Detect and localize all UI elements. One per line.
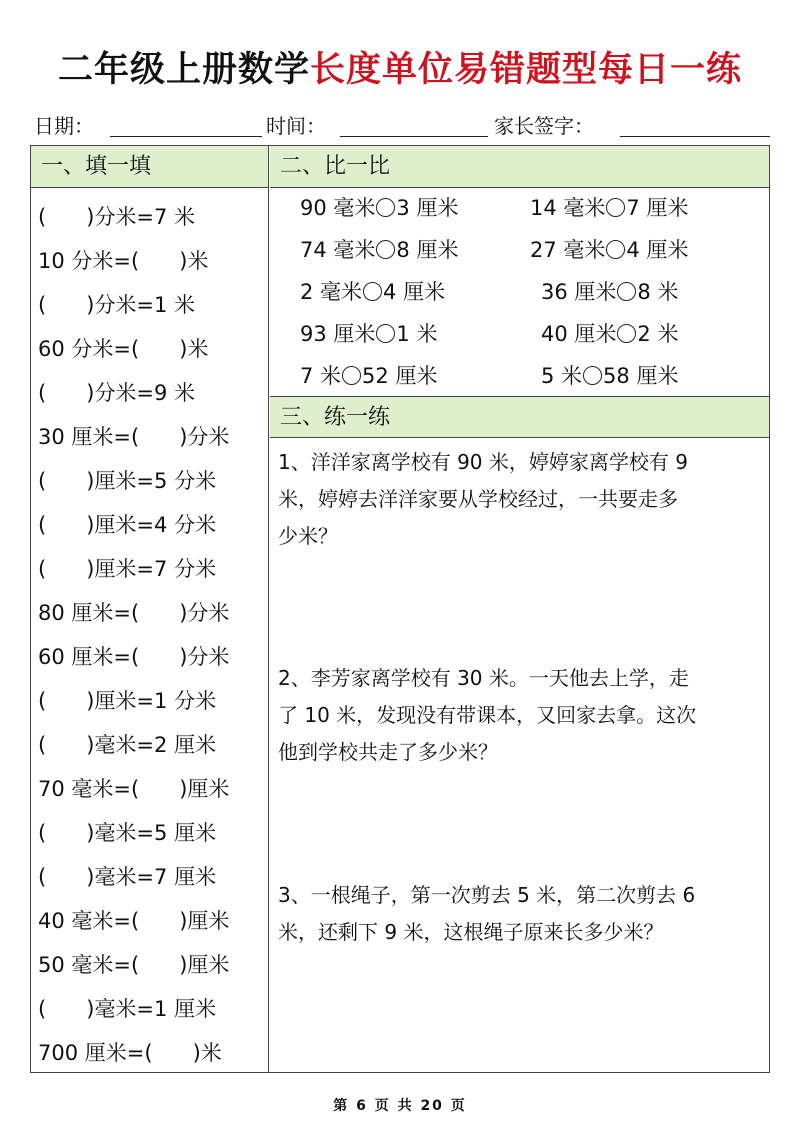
compare-circle[interactable]: [617, 282, 636, 301]
compare-circle[interactable]: [376, 324, 395, 343]
compare-circle[interactable]: [617, 324, 636, 343]
fill-item: ( )毫米=1 厘米: [38, 997, 217, 1021]
compare-item: [300, 319, 437, 349]
fill-item: 60 厘米=( )分米: [38, 645, 230, 669]
compare-item: [541, 319, 678, 349]
fill-item: 60 分米=( )米: [38, 337, 209, 361]
fill-item: 10 分米=( )米: [38, 249, 209, 273]
fill-item: 40 毫米=( )厘米: [38, 909, 230, 933]
problem-line: 1、洋洋家离学校有 90 米，婷婷家离学校有 9: [278, 450, 688, 474]
time-label: 时间：: [266, 114, 326, 138]
column-divider: [268, 145, 269, 1073]
compare-right: 4 厘米: [383, 280, 446, 304]
compare-right: 2 米: [637, 322, 679, 346]
title-prefix: 二年级上册数学: [57, 50, 310, 90]
compare-left: 2 毫米: [300, 280, 363, 304]
compare-item: [300, 361, 437, 391]
fill-item: 70 毫米=( )厘米: [38, 777, 230, 801]
fill-item: ( )厘米=7 分米: [38, 557, 217, 581]
fill-item: ( )分米=7 米: [38, 205, 196, 229]
compare-left: 93 厘米: [300, 322, 376, 346]
compare-left: 14 毫米: [530, 196, 606, 220]
signature-label: 家长签字：: [494, 114, 594, 138]
compare-right: 58 厘米: [603, 364, 679, 388]
time-field[interactable]: [340, 136, 488, 137]
page-number: 第 6 页 共 20 页: [333, 1098, 467, 1114]
compare-item: [530, 235, 688, 265]
compare-left: 40 厘米: [541, 322, 617, 346]
fill-item: ( )厘米=5 分米: [38, 469, 217, 493]
compare-right: 52 厘米: [362, 364, 438, 388]
problem-line: 了 10 米，发现没有带课本，又回家去拿。这次: [278, 703, 697, 727]
problem-line: 3、一根绳子，第一次剪去 5 米，第二次剪去 6: [278, 883, 696, 907]
problem-line: 他到学校共走了多少米？: [278, 740, 498, 764]
date-label: 日期：: [34, 114, 94, 138]
section-fill-heading: 一、填一填: [31, 146, 268, 188]
compare-right: 8 厘米: [396, 238, 459, 262]
word-problem-1: [278, 447, 763, 551]
problem-line: 米，婷婷去洋洋家要从学校经过，一共要走多: [278, 487, 678, 511]
date-field[interactable]: [110, 136, 262, 137]
compare-left: 74 毫米: [300, 238, 376, 262]
fill-item: ( )毫米=5 厘米: [38, 821, 217, 845]
compare-item: [300, 277, 445, 307]
word-problem-2: [278, 663, 763, 767]
section-compare-heading: 二、比一比: [270, 146, 769, 188]
problem-line: 2、李芳家离学校有 30 米。一天他去上学，走: [278, 666, 689, 690]
compare-left: 7 米: [300, 364, 342, 388]
fill-item: 50 毫米=( )厘米: [38, 953, 230, 977]
problem-line: 少米？: [278, 524, 338, 548]
compare-right: 4 厘米: [626, 238, 689, 262]
problem-line: 米，还剩下 9 米，这根绳子原来长多少米？: [278, 920, 664, 944]
signature-field[interactable]: [620, 136, 770, 137]
section-practice-heading: 三、练一练: [270, 396, 769, 438]
compare-right: 8 米: [637, 280, 679, 304]
page-title: [0, 42, 800, 92]
header-fields: [34, 110, 770, 140]
compare-circle[interactable]: [583, 366, 602, 385]
fill-item: 700 厘米=( )米: [38, 1041, 222, 1065]
compare-circle[interactable]: [606, 198, 625, 217]
compare-item: [530, 193, 688, 223]
compare-item: [541, 277, 678, 307]
compare-item: [300, 235, 458, 265]
compare-right: 7 厘米: [626, 196, 689, 220]
fill-item: ( )厘米=4 分米: [38, 513, 217, 537]
compare-circle[interactable]: [376, 198, 395, 217]
compare-left: 36 厘米: [541, 280, 617, 304]
word-problem-3: [278, 880, 763, 947]
compare-circle[interactable]: [376, 240, 395, 259]
fill-item: 30 厘米=( )分米: [38, 425, 230, 449]
fill-item: 80 厘米=( )分米: [38, 601, 230, 625]
fill-item: ( )分米=1 米: [38, 293, 196, 317]
fill-item: ( )厘米=1 分米: [38, 689, 217, 713]
fill-item: ( )分米=9 米: [38, 381, 196, 405]
compare-right: 3 厘米: [396, 196, 459, 220]
compare-left: 27 毫米: [530, 238, 606, 262]
compare-left: 90 毫米: [300, 196, 376, 220]
title-topic: 长度单位易错题型每日一练: [310, 50, 743, 90]
compare-item: [300, 193, 458, 223]
compare-right: 1 米: [396, 322, 438, 346]
compare-left: 5 米: [541, 364, 583, 388]
fill-item: ( )毫米=7 厘米: [38, 865, 217, 889]
fill-item: ( )毫米=2 厘米: [38, 733, 217, 757]
compare-circle[interactable]: [606, 240, 625, 259]
compare-circle[interactable]: [342, 366, 361, 385]
compare-circle[interactable]: [363, 282, 382, 301]
compare-item: [541, 361, 678, 391]
